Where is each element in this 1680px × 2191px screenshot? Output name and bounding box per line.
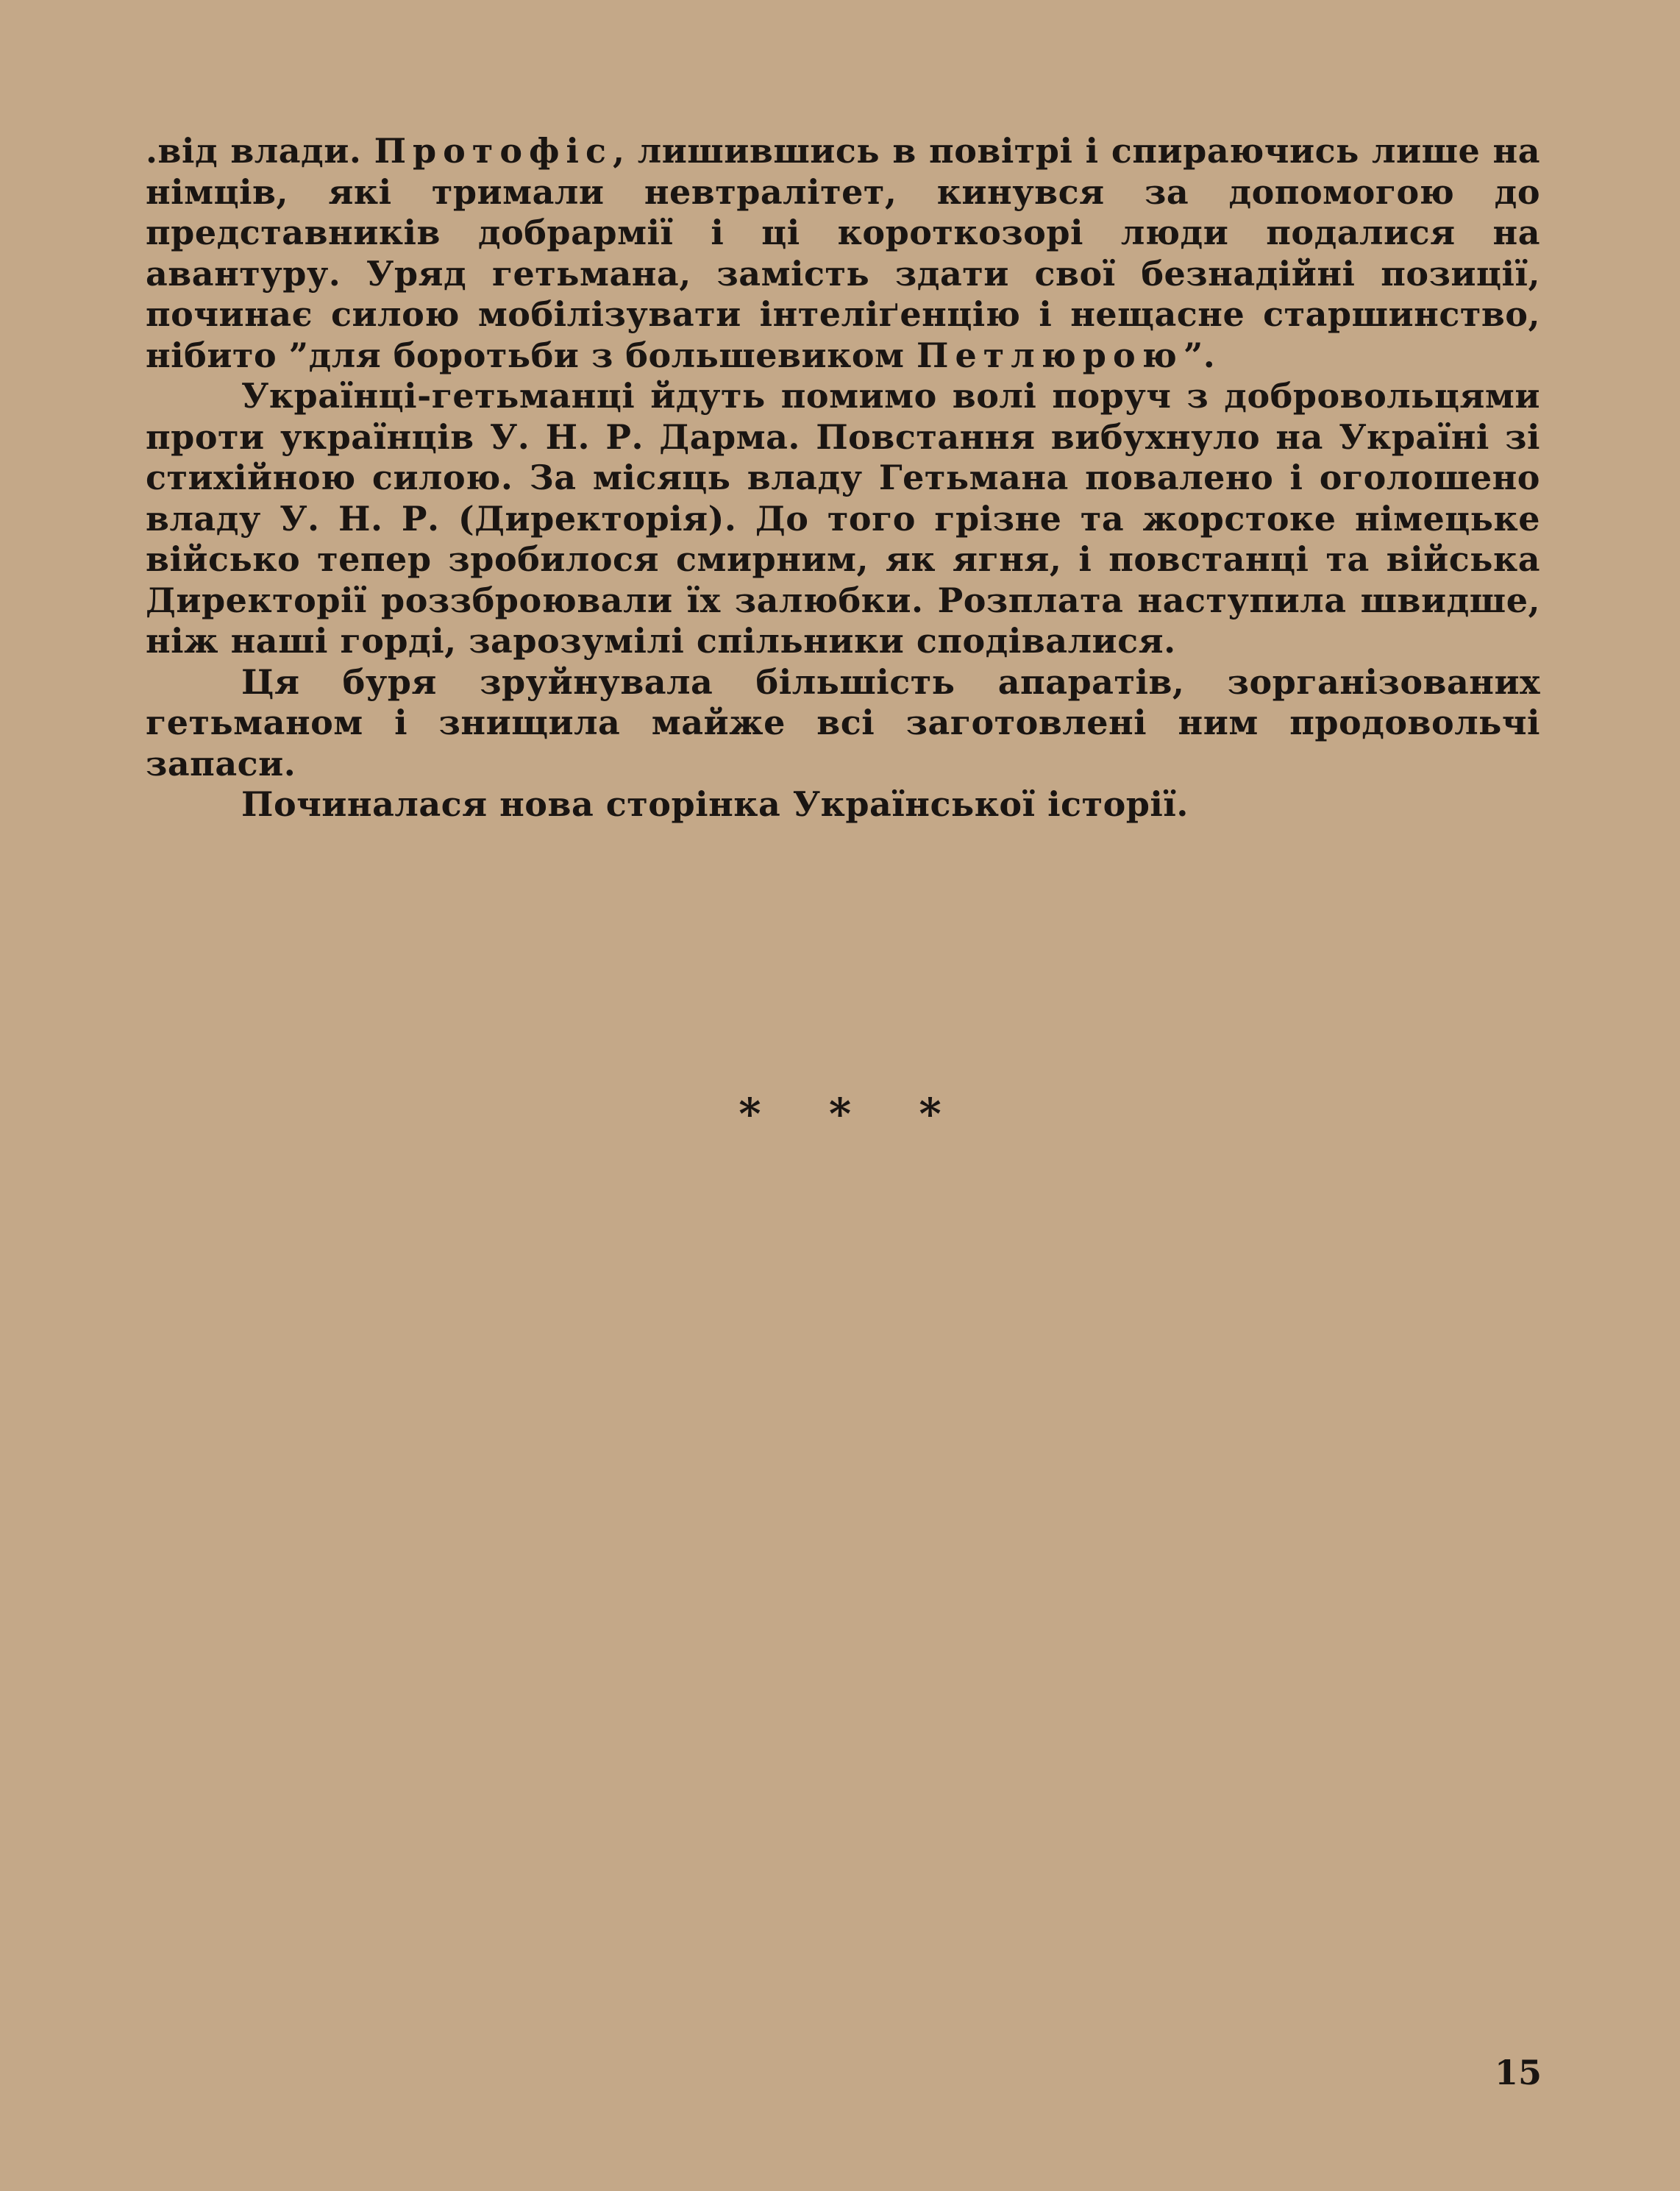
page-number: 15 xyxy=(1494,2053,1542,2092)
paragraph-1 xyxy=(146,131,1540,376)
text-span: Ця буря зруйнувала більшість апаратів, зорганізованих гетьманом і знищила майже всі заготовлені ним продовольчі запаси. xyxy=(146,661,1540,784)
text-span: .від влади. xyxy=(146,131,374,171)
text-span: , лишившись в повітрі і спираючись лише на німців, які тримали невтралітет, кинувся за допомогою до представників добрармії і ці короткозорі люди подалися на авантуру. Уряд гетьмана, замість здати свої безнадійні позиції, починає силою мобілізувати інтеліґенцію і нещасне старшинство, нібито ”для боротьби з большевиком xyxy=(146,131,1541,375)
spaced-name-petliura: Петлюрою xyxy=(916,335,1184,375)
spaced-name-protofis: Протофіс xyxy=(374,131,613,171)
text-span: ”. xyxy=(1183,335,1216,375)
paragraph-4 xyxy=(146,784,1540,825)
page-body xyxy=(146,131,1540,825)
section-separator: * * * xyxy=(738,1089,942,1139)
text-span: Починалася нова сторінка Української історії. xyxy=(241,784,1189,824)
paragraph-2 xyxy=(146,376,1540,662)
text-span: Українці-гетьманці йдуть помимо волі поруч з добровольцями проти українців У. Н. Р. Дарма. Повстання вибухнуло на Україні зі стихійною силою. За місяць владу Гетьмана повалено і оголошено владу У. Н. Р. (Директорія). До того грізне та жорстоке німецьке військо тепер зробилося смирним, як ягня, і повстанці та війська Директорії роззброювали їх залюбки. Розплата наступила швидше, ніж наші горді, зарозумілі спільники сподівалися. xyxy=(146,376,1540,661)
paragraph-3 xyxy=(146,662,1540,785)
